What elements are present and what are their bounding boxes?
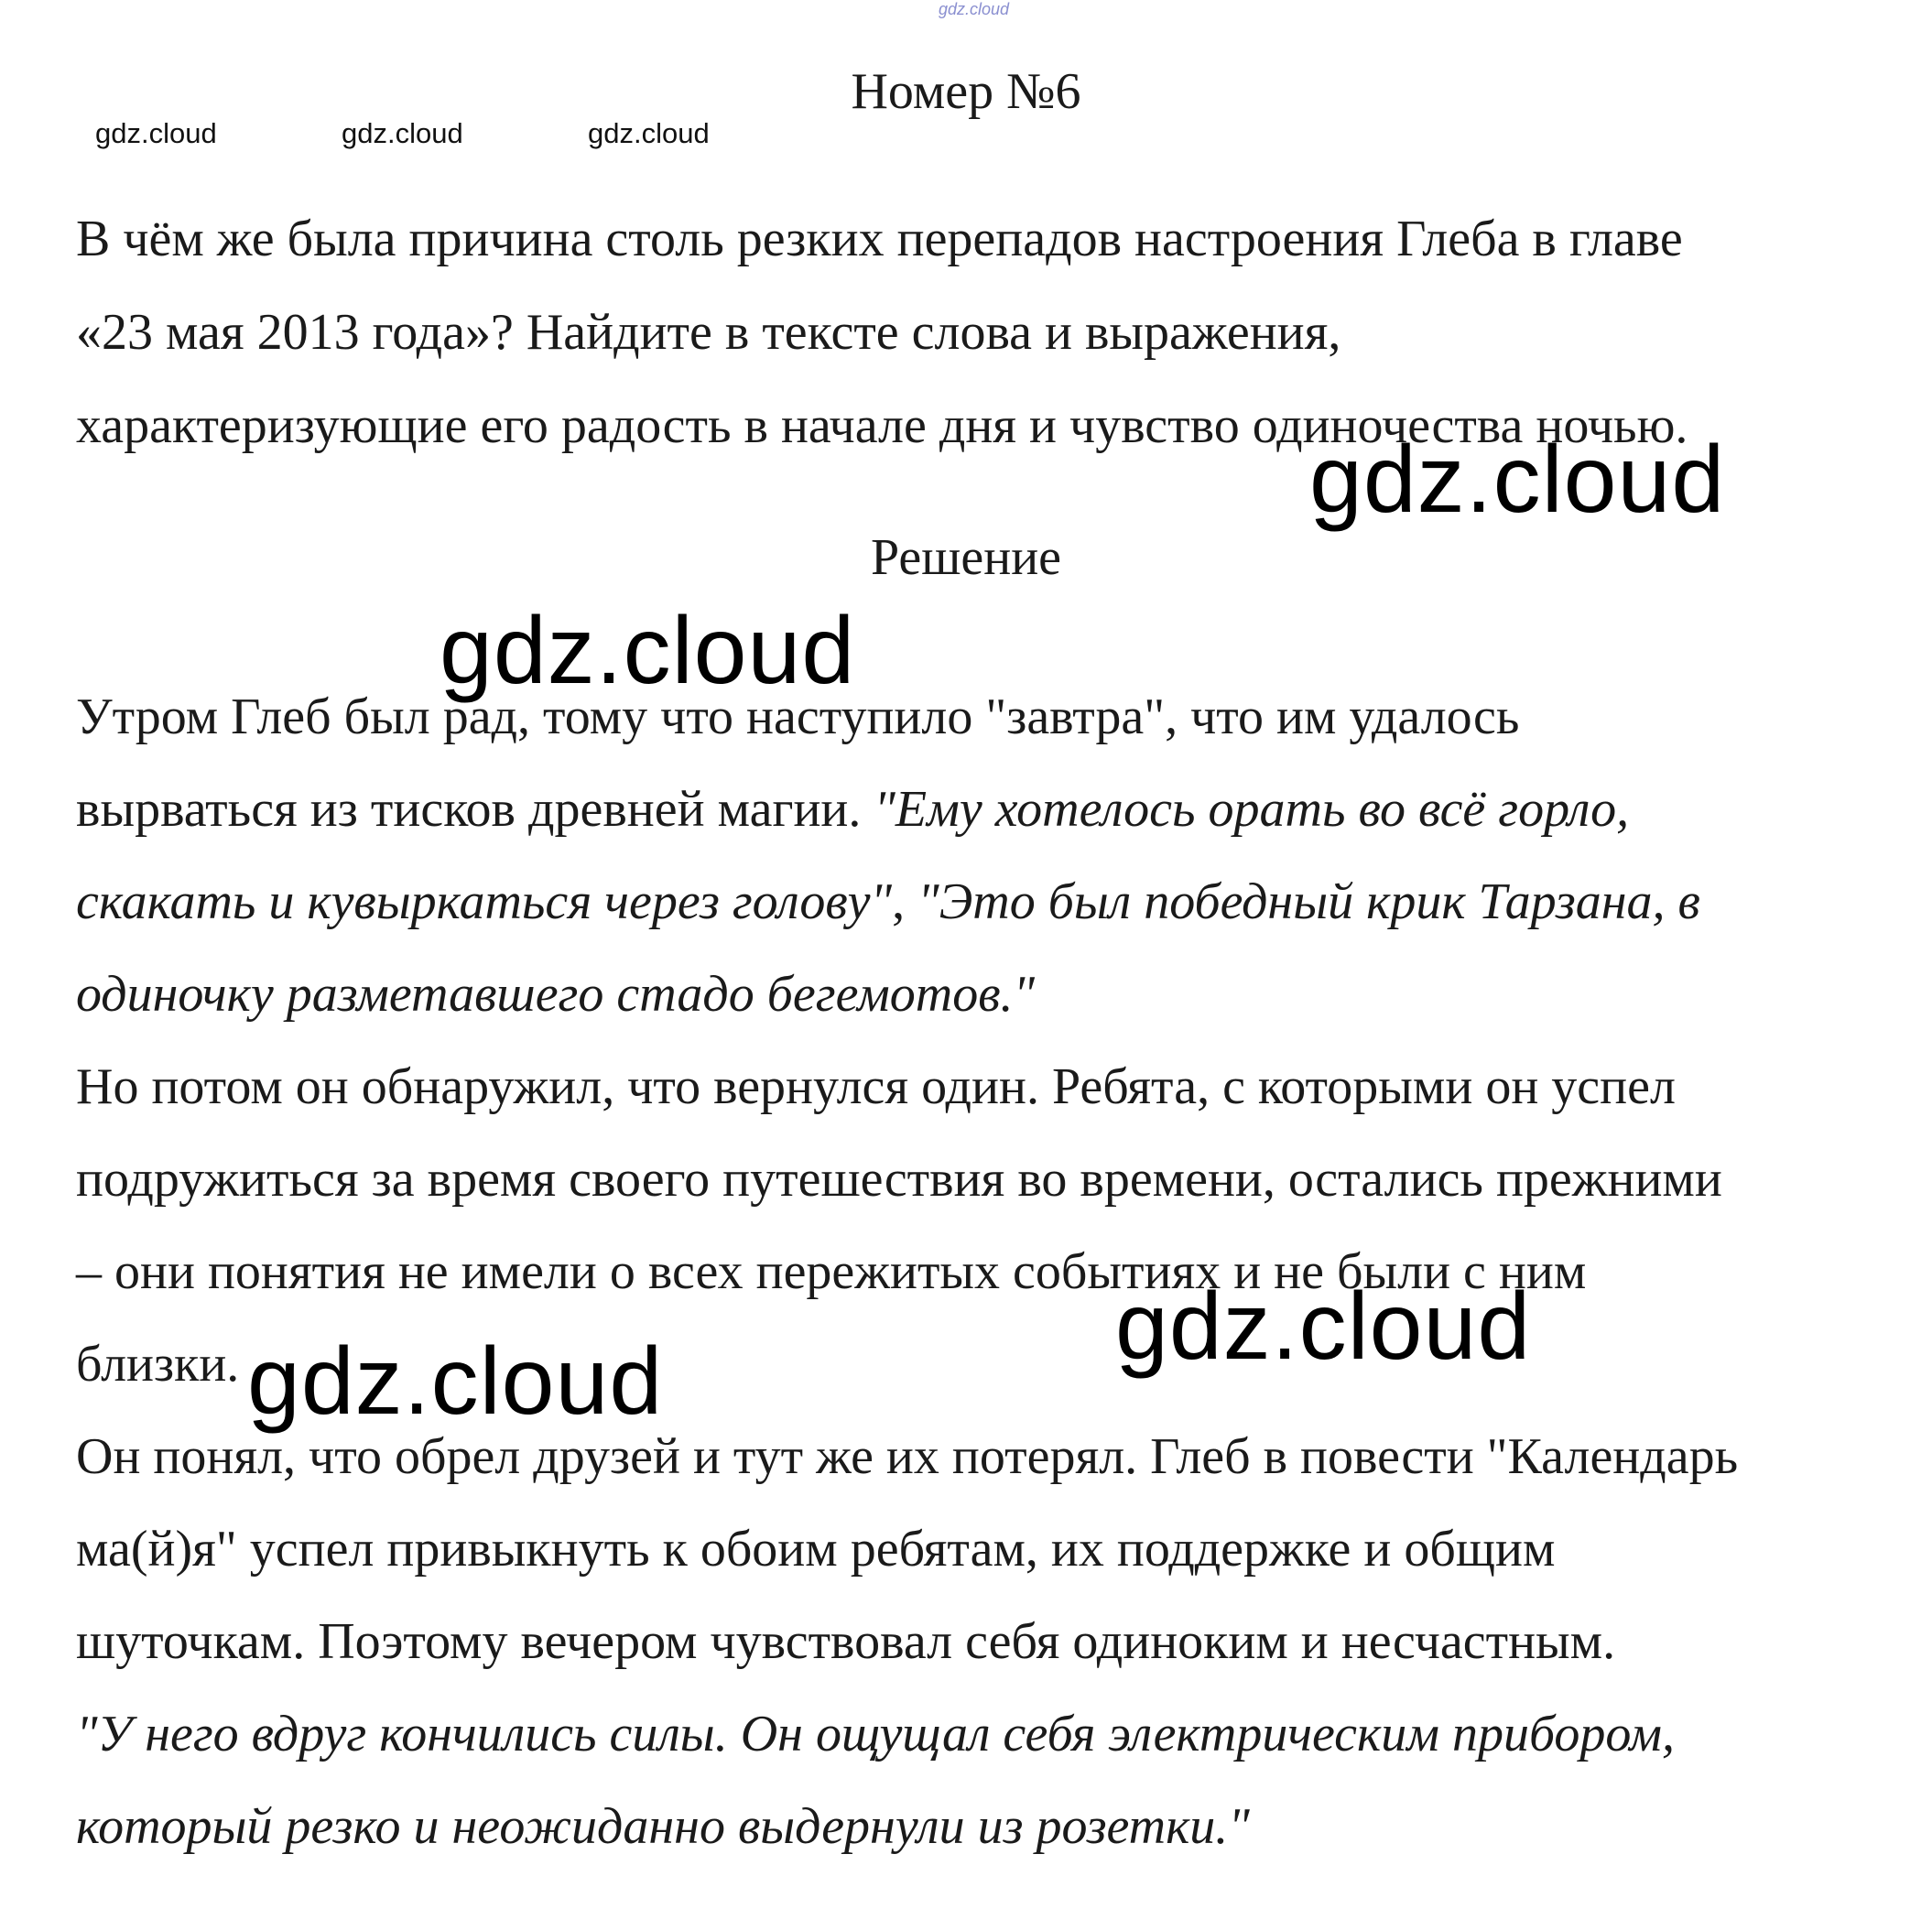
answer-line: [76, 949, 1916, 1041]
answer-quote: "У него вдруг кончились силы. Он ощущал себя электрическим прибором,: [76, 1706, 1675, 1762]
answer-line: близки.: [76, 1336, 240, 1393]
answer-plain: вырваться из тисков древней магии.: [76, 781, 874, 838]
question-line: характеризующие его радость в начале дня и чувство одиночества ночью.: [76, 397, 1688, 454]
big-watermark: gdz.cloud: [1115, 1274, 1532, 1380]
big-watermark: gdz.cloud: [1309, 427, 1726, 533]
answer-quote: "Это был победный крик Тарзана, в: [917, 873, 1700, 930]
question-line: «23 мая 2013 года»? Найдите в тексте слова и выражения,: [76, 304, 1341, 361]
answer-quote: "Ему хотелось орать во всё горло,: [874, 781, 1630, 838]
answer-quote: который резко и неожиданно выдернули из розетки.": [76, 1798, 1250, 1855]
small-watermark: gdz.cloud: [588, 117, 710, 149]
solution-heading: Решение: [870, 529, 1062, 586]
answer-line: [76, 1688, 1916, 1781]
answer-line: шуточкам. Поэтому вечером чувствовал себя одиноким и несчастным.: [76, 1613, 1616, 1670]
answer-line: Он понял, что обрел друзей и тут же их потерял. Глеб в повести "Календарь: [76, 1428, 1739, 1485]
big-watermark: gdz.cloud: [440, 598, 856, 704]
big-watermark: gdz.cloud: [247, 1328, 664, 1435]
small-watermark: gdz.cloud: [342, 117, 463, 149]
page-title: Номер №6: [851, 63, 1081, 120]
answer-line: [76, 856, 1916, 949]
answer-line: подружиться за время своего путешествия во времени, остались прежними: [76, 1151, 1722, 1208]
small-watermark: gdz.cloud: [95, 117, 217, 149]
question-line: В чём же была причина столь резких перепадов настроения Глеба в главе: [76, 211, 1683, 267]
answer-quote: одиночку разметавшего стадо бегемотов.": [76, 966, 1036, 1023]
answer-line: Утром Глеб был рад, тому что наступило "завтра", что им удалось: [76, 689, 1520, 745]
answer-line: Но потом он обнаружил, что вернулся один. Ребята, с которыми он успел: [76, 1058, 1676, 1115]
answer-line: [76, 764, 1916, 856]
top-watermark: gdz.cloud: [939, 0, 1010, 18]
answer-line: – они понятия не имели о всех пережитых событиях и не были с ним: [76, 1243, 1587, 1300]
answer-text: [76, 671, 1916, 1873]
answer-plain: ,: [892, 873, 918, 930]
answer-line: [76, 1781, 1916, 1873]
answer-quote: скакать и кувыркаться через голову": [76, 873, 893, 930]
answer-line: ма(й)я" успел привыкнуть к обоим ребятам, их поддержке и общим: [76, 1521, 1556, 1578]
